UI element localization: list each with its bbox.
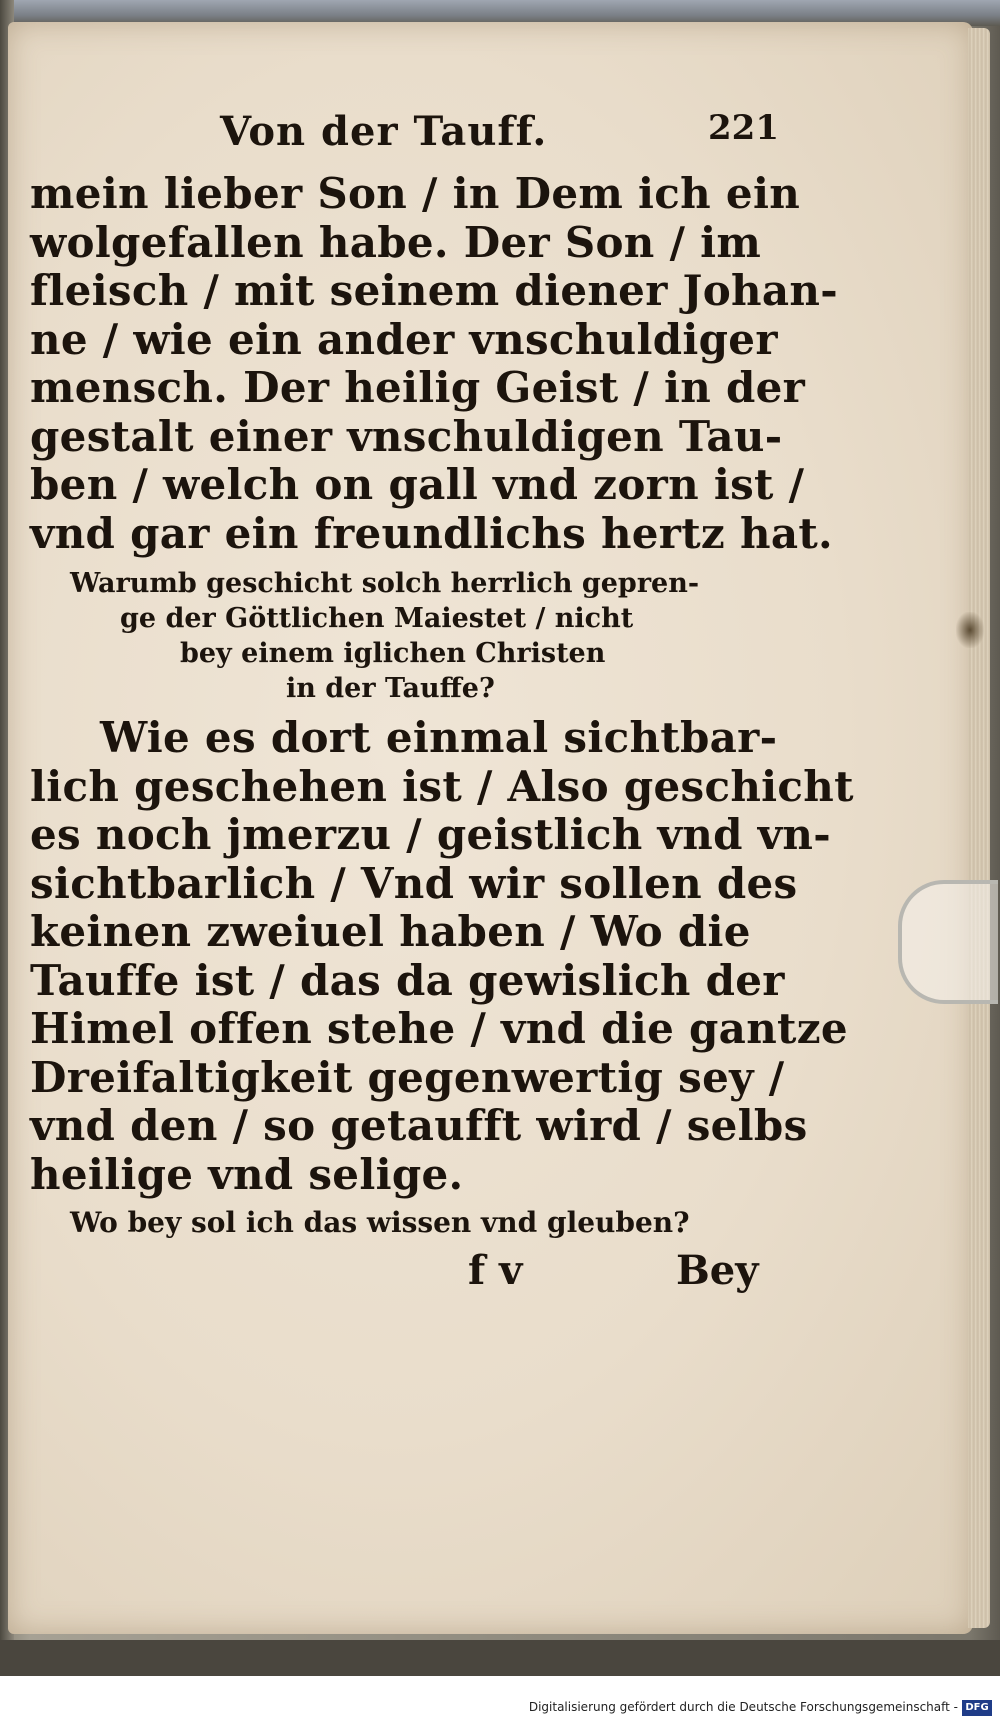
question-line: bey einem iglichen Christen — [180, 638, 606, 669]
question-line: Warumb geschicht solch herrlich gepren- — [70, 568, 700, 599]
paragraph-1 — [30, 169, 838, 558]
text-line: lich geschehen ist / Also geschicht — [30, 761, 854, 811]
page-foot — [30, 1247, 780, 1307]
question-heading-2: Wo bey sol ich das wissen vnd gleuben? — [70, 1206, 690, 1239]
text-line: vnd gar ein freundlichs hertz hat. — [30, 508, 833, 558]
text-line: Tauffe ist / das da gewislich der — [30, 955, 785, 1005]
running-head: Von der Tauff. — [220, 108, 548, 155]
catchword: Bey — [676, 1247, 759, 1294]
text-line: Wie es dort einmal sichtbar- — [100, 713, 778, 762]
text-line: Dreifaltigkeit gegenwertig sey / — [30, 1052, 785, 1102]
page-clip — [898, 880, 998, 1004]
text-line: wolgefallen habe. Der Son / im — [30, 217, 762, 267]
text-line: vnd den / so getaufft wird / selbs — [30, 1101, 808, 1150]
page-number: 221 — [708, 108, 779, 148]
text-line: sichtbarlich / Vnd wir sollen des — [30, 858, 798, 908]
text-line: mensch. Der heilig Geist / in der — [30, 363, 806, 412]
page-edges — [968, 28, 990, 1628]
text-line: fleisch / mit seinem diener Johan- — [30, 266, 838, 315]
text-line: gestalt einer vnschuldigen Tau- — [30, 411, 783, 461]
question-line: in der Tauffe? — [286, 673, 495, 704]
page-text — [30, 108, 854, 1307]
page-header — [30, 108, 780, 170]
text-line: heilige vnd selige. — [30, 1149, 464, 1199]
footer-bar — [0, 1676, 1000, 1726]
dfg-logo: DFG — [962, 1700, 992, 1716]
text-line: ne / wie ein ander vnschuldiger — [30, 314, 778, 364]
signature-mark: f v — [468, 1247, 523, 1294]
paragraph-2 — [30, 713, 854, 1199]
text-line: Himel offen stehe / vnd die gantze — [30, 1004, 848, 1053]
text-line: keinen zweiuel haben / Wo die — [30, 907, 751, 956]
text-line: ben / welch on gall vnd zorn ist / — [30, 460, 805, 509]
funding-credit: Digitalisierung gefördert durch die Deutsche Forschungsgemeinschaft - — [528, 1700, 958, 1714]
question-line: ge der Göttlichen Maiestet / nicht — [120, 603, 634, 634]
page-stain — [956, 612, 984, 648]
text-line: mein lieber Son / in Dem ich ein — [30, 169, 801, 218]
text-line: es noch jmerzu / geistlich vnd vn- — [30, 810, 831, 859]
question-heading — [30, 566, 780, 706]
book-cover-bottom — [0, 1640, 1000, 1676]
